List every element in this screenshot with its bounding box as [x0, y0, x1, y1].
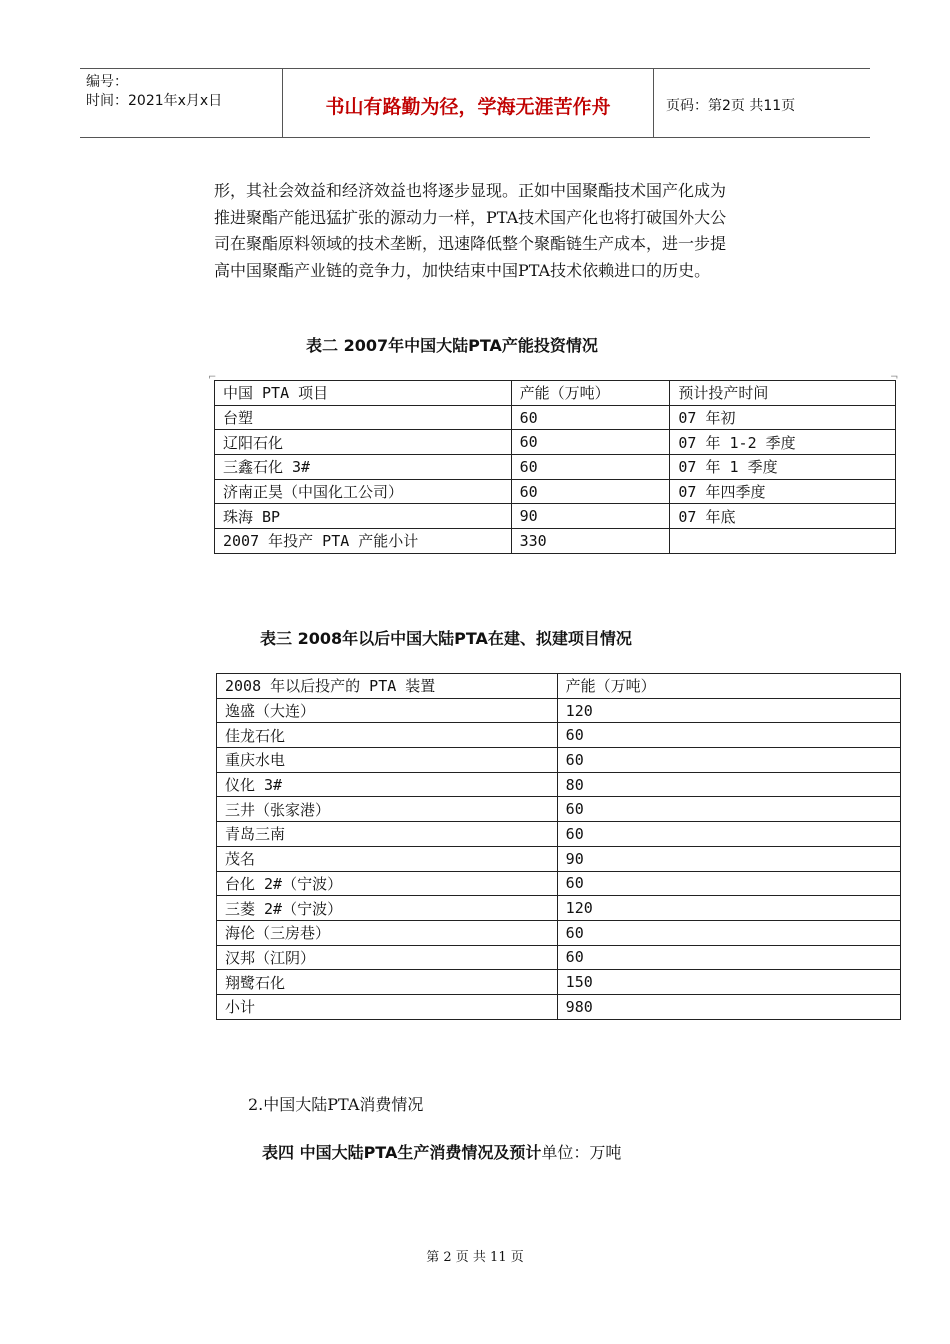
table-cell: 翔鹭石化 — [217, 970, 558, 995]
page-header — [80, 68, 870, 138]
table-cell: 60 — [511, 405, 670, 430]
table-cell: 2008 年以后投产的 PTA 装置 — [217, 674, 558, 699]
table4-caption — [262, 1140, 621, 1163]
table-cell — [670, 529, 896, 554]
table-row — [217, 970, 901, 995]
body-paragraph: 形，其社会效益和经济效益也将逐步显现。正如中国聚酯技术国产化成为推进聚酯产能迅猛扩张的源动力一样，PTA技术国产化也将打破国外大公司在聚酯原料领域的技术垄断，迅速降低整个聚酯链生产成本，进一步提高中国聚酯产业链的竞争力，加快结束中国PTA技术依赖进口的历史。 — [214, 181, 727, 280]
table-cell: 济南正昊（中国化工公司） — [215, 479, 512, 504]
table-header-row — [215, 381, 896, 406]
table-cell: 产能（万吨） — [511, 381, 670, 406]
table-cell: 60 — [511, 430, 670, 455]
table-row — [215, 529, 896, 554]
table-row — [217, 871, 901, 896]
table-cell: 茂名 — [217, 846, 558, 871]
table-cell: 90 — [557, 846, 900, 871]
table-cell: 07 年初 — [670, 405, 896, 430]
table-cell: 中国 PTA 项目 — [215, 381, 512, 406]
table-header-row — [217, 674, 901, 699]
table-row — [215, 405, 896, 430]
table-cell: 重庆水电 — [217, 748, 558, 773]
table4-caption-bold: 表四 中国大陆PTA生产消费情况及预计 — [262, 1143, 542, 1162]
table-cell: 80 — [557, 772, 900, 797]
table-corner-mark: ¬ — [890, 372, 899, 383]
table-cell: 07 年 1 季度 — [670, 455, 896, 480]
table-row — [217, 698, 901, 723]
table-row — [217, 945, 901, 970]
table3-caption: 表三 2008年以后中国大陆PTA在建、拟建项目情况 — [260, 629, 632, 648]
table-cell: 产能（万吨） — [557, 674, 900, 699]
table-cell: 60 — [511, 479, 670, 504]
table-row — [217, 748, 901, 773]
table-cell: 预计投产时间 — [670, 381, 896, 406]
table-row — [217, 896, 901, 921]
table-cell: 980 — [557, 994, 900, 1019]
table-cell: 仪化 3# — [217, 772, 558, 797]
table-cell: 60 — [557, 945, 900, 970]
table-cell: 三井（张家港） — [217, 797, 558, 822]
table-cell: 60 — [557, 871, 900, 896]
header-meta — [80, 69, 282, 137]
table-cell: 青岛三南 — [217, 822, 558, 847]
section-heading: 2.中国大陆PTA消费情况 — [248, 1095, 424, 1114]
header-time: 时间：2021年x月x日 — [86, 93, 223, 109]
table-row — [217, 920, 901, 945]
table2 — [214, 380, 896, 554]
table-cell: 150 — [557, 970, 900, 995]
table-cell: 台塑 — [215, 405, 512, 430]
table-row — [215, 479, 896, 504]
table4-caption-unit: 单位：万吨 — [541, 1143, 622, 1162]
table-cell: 汉邦（江阴） — [217, 945, 558, 970]
table-cell: 330 — [511, 529, 670, 554]
table-cell: 60 — [511, 455, 670, 480]
table-row — [215, 430, 896, 455]
table-cell: 120 — [557, 698, 900, 723]
table-cell: 90 — [511, 504, 670, 529]
table-row — [215, 504, 896, 529]
table-row — [215, 455, 896, 480]
table-cell: 60 — [557, 723, 900, 748]
table3 — [216, 673, 901, 1020]
table-cell: 07 年 1-2 季度 — [670, 430, 896, 455]
table-row — [217, 822, 901, 847]
table-cell: 小计 — [217, 994, 558, 1019]
table-cell: 60 — [557, 920, 900, 945]
table-corner-mark: ⌐ — [208, 372, 217, 383]
table-cell: 60 — [557, 822, 900, 847]
table-row — [217, 772, 901, 797]
table-cell: 台化 2#（宁波） — [217, 871, 558, 896]
header-number: 编号： — [86, 74, 128, 90]
table-cell: 珠海 BP — [215, 504, 512, 529]
table-cell: 2007 年投产 PTA 产能小计 — [215, 529, 512, 554]
header-motto: 书山有路勤为径，学海无涯苦作舟 — [282, 69, 654, 137]
table-cell: 三菱 2#（宁波） — [217, 896, 558, 921]
header-page-number: 页码：第2页 共11页 — [666, 98, 796, 114]
table-row — [217, 797, 901, 822]
table-cell: 佳龙石化 — [217, 723, 558, 748]
table-row — [217, 846, 901, 871]
table-cell: 120 — [557, 896, 900, 921]
table2-caption: 表二 2007年中国大陆PTA产能投资情况 — [306, 336, 598, 355]
table-cell: 三鑫石化 3# — [215, 455, 512, 480]
table-cell: 60 — [557, 797, 900, 822]
page-footer: 第 2 页 共 11 页 — [426, 1250, 524, 1265]
table-cell: 逸盛（大连） — [217, 698, 558, 723]
table-cell: 07 年四季度 — [670, 479, 896, 504]
table-cell: 60 — [557, 748, 900, 773]
table-row — [217, 994, 901, 1019]
table-cell: 海伦（三房巷） — [217, 920, 558, 945]
table-cell: 辽阳石化 — [215, 430, 512, 455]
table-row — [217, 723, 901, 748]
table-cell: 07 年底 — [670, 504, 896, 529]
